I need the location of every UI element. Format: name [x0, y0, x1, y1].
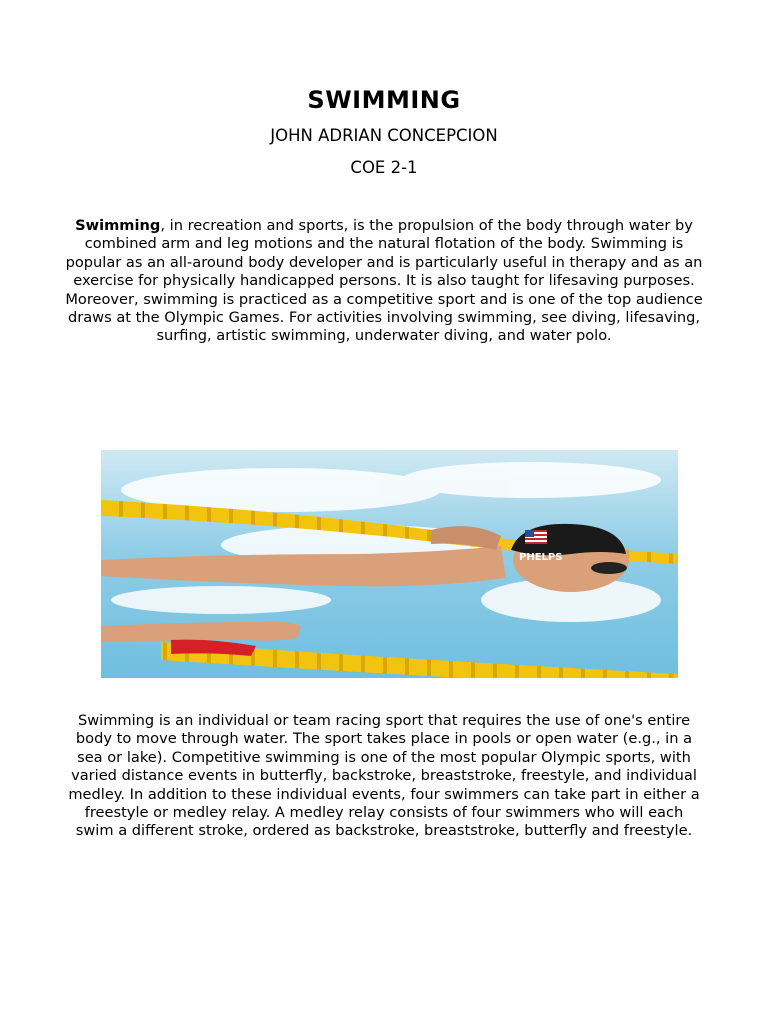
- swimmer-photo: [101, 450, 678, 678]
- intro-lead-term: Swimming: [75, 217, 161, 234]
- intro-paragraph: [64, 217, 704, 346]
- course-code: COE 2-1: [350, 158, 418, 177]
- intro-body: , in recreation and sports, is the propulsion of the body through water by combined arm and leg motions and the natural flotation of the body. Swimming is popular as an all-around body developer and is particularly useful in therapy and as an exercise for physically handicapped persons. It is also taught for lifesaving purposes. Moreover, swimming is practiced as a competitive sport and is one of the top audience draws at the Olympic Games. For activities involving swimming, see diving, lifesaving, surfing, artistic swimming, underwater diving, and water polo.: [65, 217, 703, 345]
- author-name: JOHN ADRIAN CONCEPCION: [270, 126, 498, 145]
- document-title: SWIMMING: [307, 86, 461, 114]
- racing-paragraph: Swimming is an individual or team racing sport that requires the use of one's entire body to move through water. The sport takes place in pools or open water (e.g., in a sea or lake). Competitive swimming is one of the most popular Olympic sports, with varied distance events in butterfly, backstroke, breaststroke, freestyle, and individual medley. In addition to these individual events, four swimmers can take part in either a freestyle or medley relay. A medley relay consists of four swimmers who will each swim a different stroke, ordered as backstroke, breaststroke, butterfly and freestyle.: [68, 712, 700, 840]
- cap-lettering: PHELPS: [519, 552, 563, 563]
